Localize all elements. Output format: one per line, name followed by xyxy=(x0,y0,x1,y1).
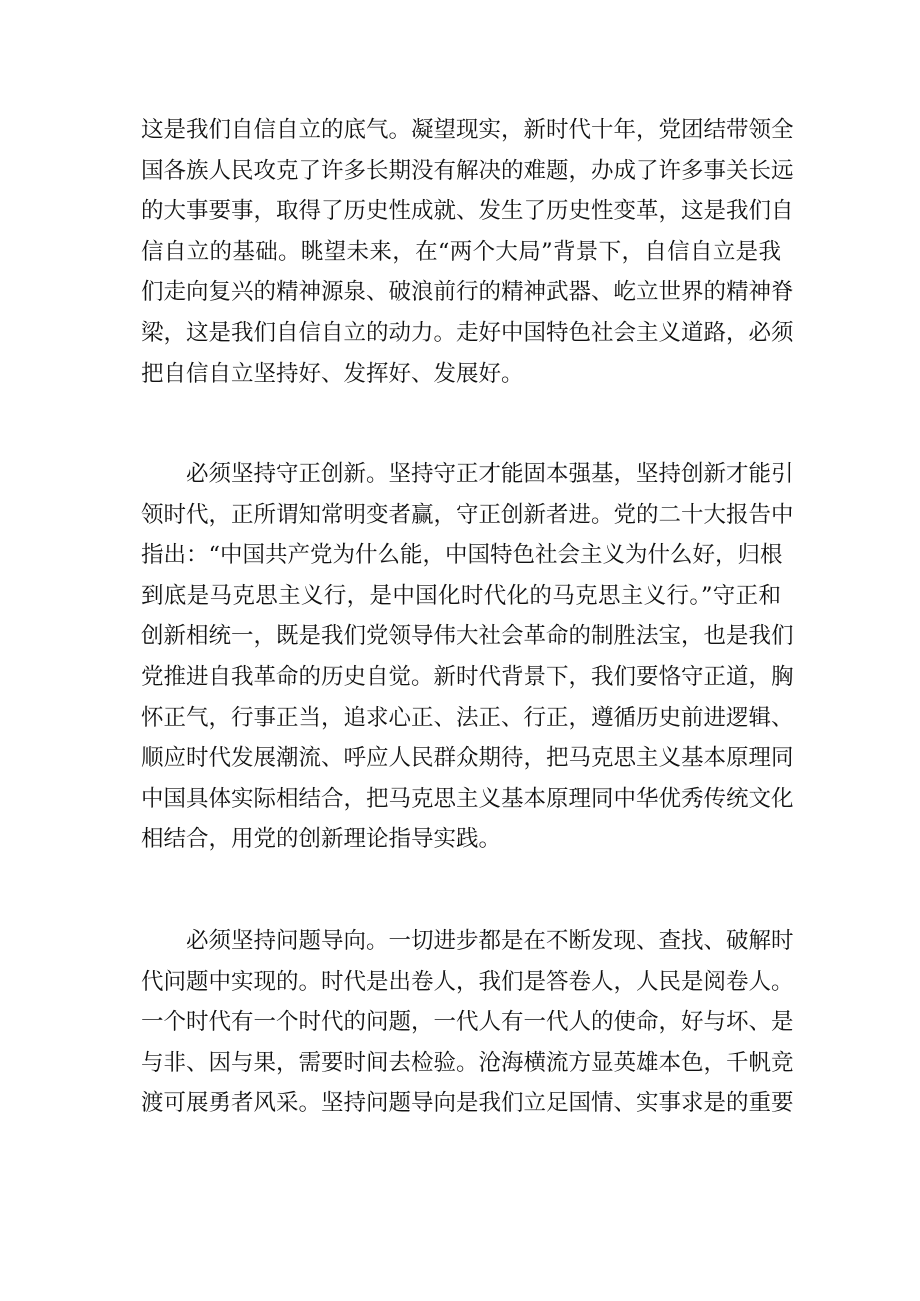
paragraph-3 xyxy=(141,921,794,1124)
paragraph-1 xyxy=(141,110,794,394)
paragraph-2 xyxy=(141,454,794,860)
paragraph-line: 到底是马克思主义行，是中国化时代化的马克思主义行。”守正和 xyxy=(141,582,781,609)
paragraph-line: 怀正气，行事正当，追求心正、法正、行正，遵循历史前进逻辑、 xyxy=(141,704,794,731)
paragraph-line: 创新相统一，既是我们党领导伟大社会革命的制胜法宝，也是我们 xyxy=(141,623,794,650)
paragraph-line: 中国具体实际相结合，把马克思主义基本原理同中华优秀传统文化 xyxy=(141,785,794,812)
paragraph-line: 与非、因与果，需要时间去检验。沧海横流方显英雄本色，千帆竞 xyxy=(141,1049,794,1076)
paragraph-line: 把自信自立坚持好、发挥好、发展好。 xyxy=(141,360,524,387)
paragraph-line: 国各族人民攻克了许多长期没有解决的难题，办成了许多事关长远 xyxy=(141,157,794,184)
paragraph-line: 代问题中实现的。时代是出卷人，我们是答卷人，人民是阅卷人。 xyxy=(141,968,794,995)
paragraph-line: 党推进自我革命的历史自觉。新时代背景下，我们要恪守正道，胸 xyxy=(141,663,794,690)
paragraph-line: 的大事要事，取得了历史性成就、发生了历史性变革，这是我们自 xyxy=(141,198,794,225)
paragraph-line: 一个时代有一个时代的问题，一代人有一代人的使命，好与坏、是 xyxy=(141,1009,794,1036)
paragraph-line: 必须坚持守正创新。坚持守正才能固本强基，坚持创新才能引 xyxy=(186,461,794,487)
paragraph-line: 相结合，用党的创新理论指导实践。 xyxy=(141,826,502,853)
paragraph-line: 信自立的基础。眺望未来，在“两个大局”背景下，自信自立是我 xyxy=(141,238,781,265)
paragraph-line: 这是我们自信自立的底气。凝望现实，新时代十年，党团结带领全 xyxy=(141,117,794,143)
paragraph-line: 领时代，正所谓知常明变者赢，守正创新者进。党的二十大报告中 xyxy=(141,501,794,528)
paragraph-line: 必须坚持问题导向。一切进步都是在不断发现、查找、破解时 xyxy=(186,928,794,954)
paragraph-line: 渡可展勇者风采。坚持问题导向是我们立足国情、实事求是的重要 xyxy=(141,1090,794,1117)
paragraph-line: 们走向复兴的精神源泉、破浪前行的精神武器、屹立世界的精神脊 xyxy=(141,279,794,306)
paragraph-line: 梁，这是我们自信自立的动力。走好中国特色社会主义道路，必须 xyxy=(141,319,794,346)
paragraph-line: 指出：“中国共产党为什么能，中国特色社会主义为什么好，归根 xyxy=(141,542,783,569)
paragraph-line: 顺应时代发展潮流、呼应人民群众期待，把马克思主义基本原理同 xyxy=(141,745,794,772)
